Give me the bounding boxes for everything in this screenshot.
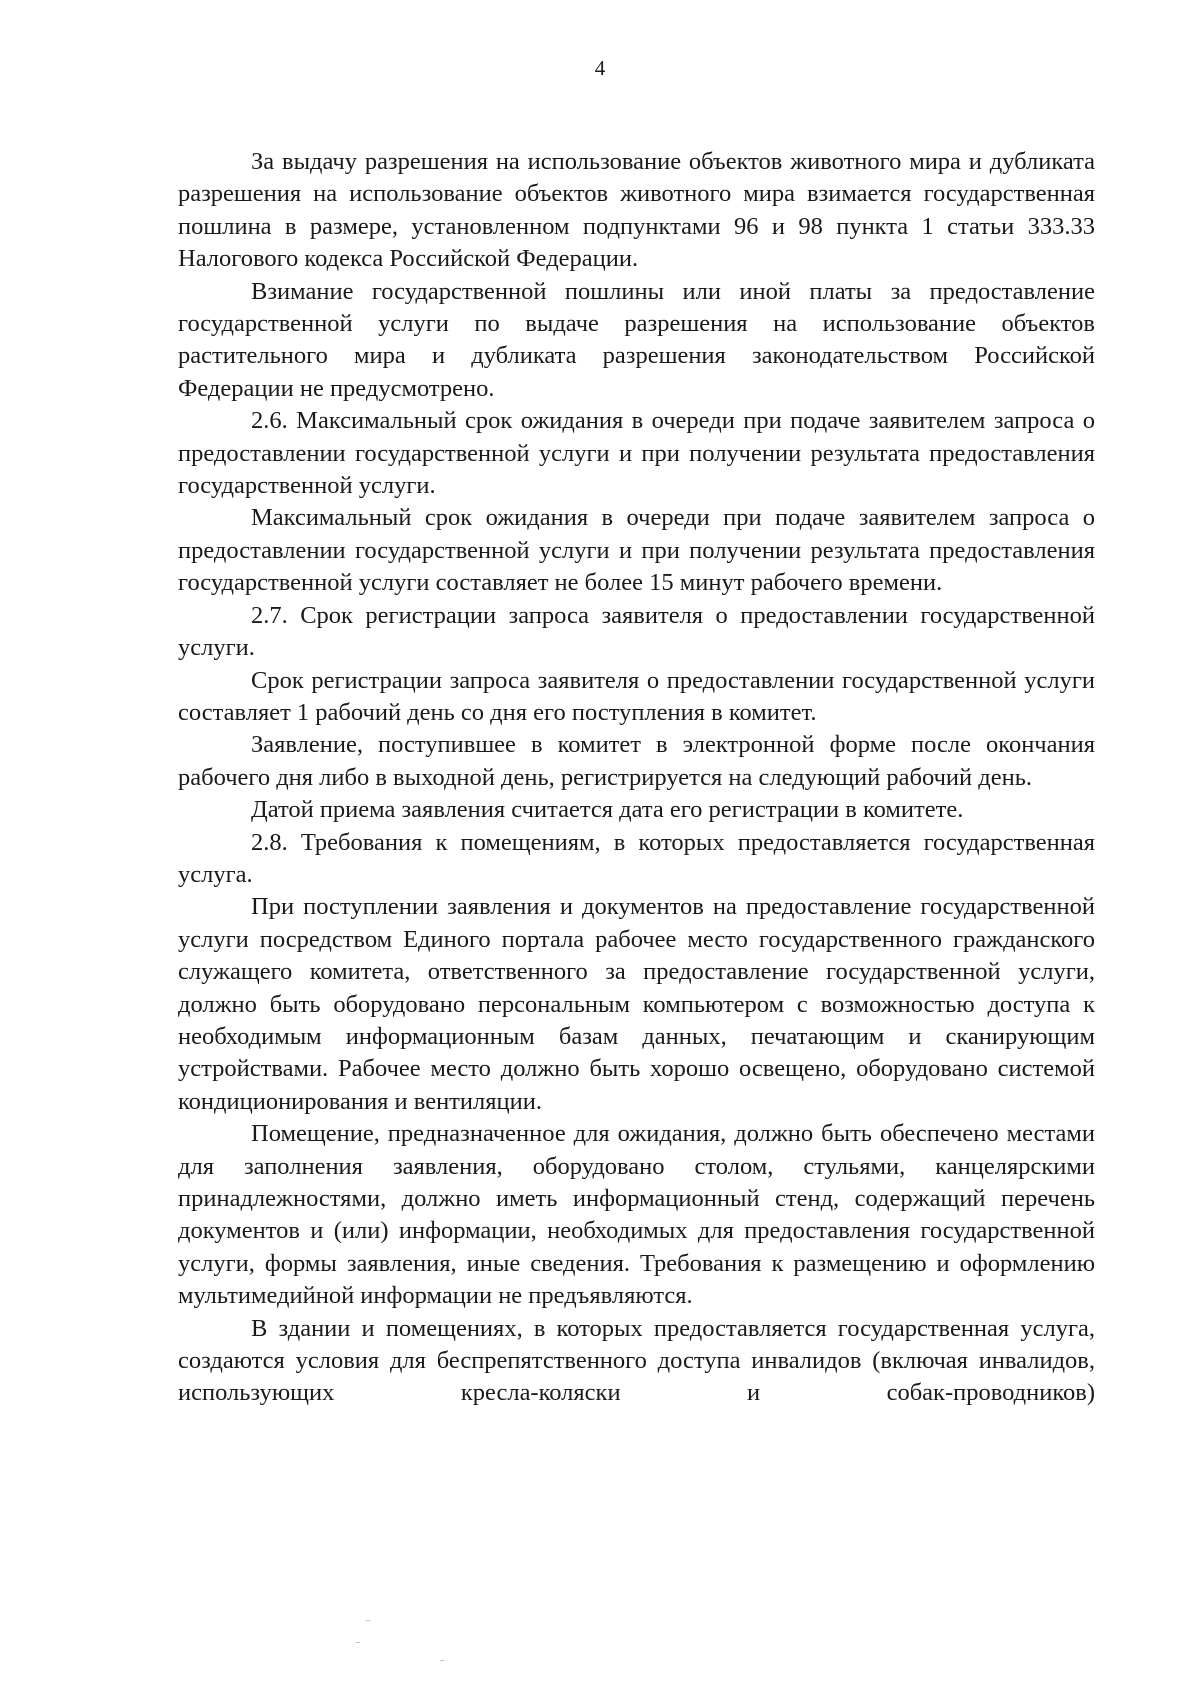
scan-speck xyxy=(366,1620,370,1621)
section-2-6-heading: 2.6. Максимальный срок ожидания в очереди при подаче заявителем запроса о предоставлении государственной услуги и при получении результата предоставления государственной услуги. xyxy=(178,407,1095,500)
paragraph-workplace: При поступлении заявления и документов на предоставление государственной услуги посредством Единого портала рабочее место государственного гражданского служащего комитета, ответственного за предоставление государственной услуги, должно быть оборудовано персональным компьютером с возможностью доступа к необходимым информационным базам данных, печатающим и сканирующим устройствами. Рабочее место должно быть хорошо освещено, оборудовано системой кондиционирования и вентиляции. xyxy=(178,893,1095,1115)
paragraph-acceptance-date: Датой приема заявления считается дата его регистрации в комитете. xyxy=(251,796,964,824)
paragraph-queue-time: Максимальный срок ожидания в очереди при подаче заявителем запроса о предоставлении государственной услуги и при получении результата предоставления государственной услуги составляет не более 15 минут рабочего времени. xyxy=(178,504,1095,597)
document-body xyxy=(178,146,1095,1410)
paragraph-registration-term: Срок регистрации запроса заявителя о предоставлении государственной услуги составляет 1 рабочий день со дня его поступления в комитет. xyxy=(178,666,1095,726)
section-2-7-heading: 2.7. Срок регистрации запроса заявителя о предоставлении государственной услуги. xyxy=(178,601,1095,662)
paragraph-state-fee: За выдачу разрешения на использование объектов животного мира и дубликата разрешения на использование объектов животного мира взимается государственная пошлина в размере, установленном подпунктами 96 и 98 пункта 1 статьи 333.33 Налогового кодекса Российской Федерации. xyxy=(178,148,1095,273)
paragraph-accessibility: В здании и помещениях, в которых предоставляется государственная услуга, создаются условия для беспрепятственного доступа инвалидов (включая инвалидов, использующих кресла-коляски и собак-проводников) xyxy=(178,1314,1095,1407)
scan-speck xyxy=(440,1660,444,1661)
paragraph-electronic-application: Заявление, поступившее в комитет в электронной форме после окончания рабочего дня либо в выходной день, регистрируется на следующий рабочий день. xyxy=(178,731,1095,791)
paragraph-fee-not-provided: Взимание государственной пошлины или иной платы за предоставление государственной услуги по выдаче разрешения на использование объектов растительного мира и дубликата разрешения законодательством Российской Федерации не предусмотрено. xyxy=(178,277,1095,402)
section-2-8-heading: 2.8. Требования к помещениям, в которых предоставляется государственная услуга. xyxy=(178,828,1095,888)
page-number: 4 xyxy=(594,56,606,80)
paragraph-waiting-room: Помещение, предназначенное для ожидания, должно быть обеспечено местами для заполнения заявления, оборудовано столом, стульями, канцелярскими принадлежностями, должно иметь информационный стенд, содержащий перечень документов и (или) информации, необходимых для предоставления государственной услуги, формы заявления, иные сведения. Требования к размещению и оформлению мультимедийной информации не предъявляются. xyxy=(178,1120,1095,1310)
scan-speck xyxy=(356,1642,360,1643)
